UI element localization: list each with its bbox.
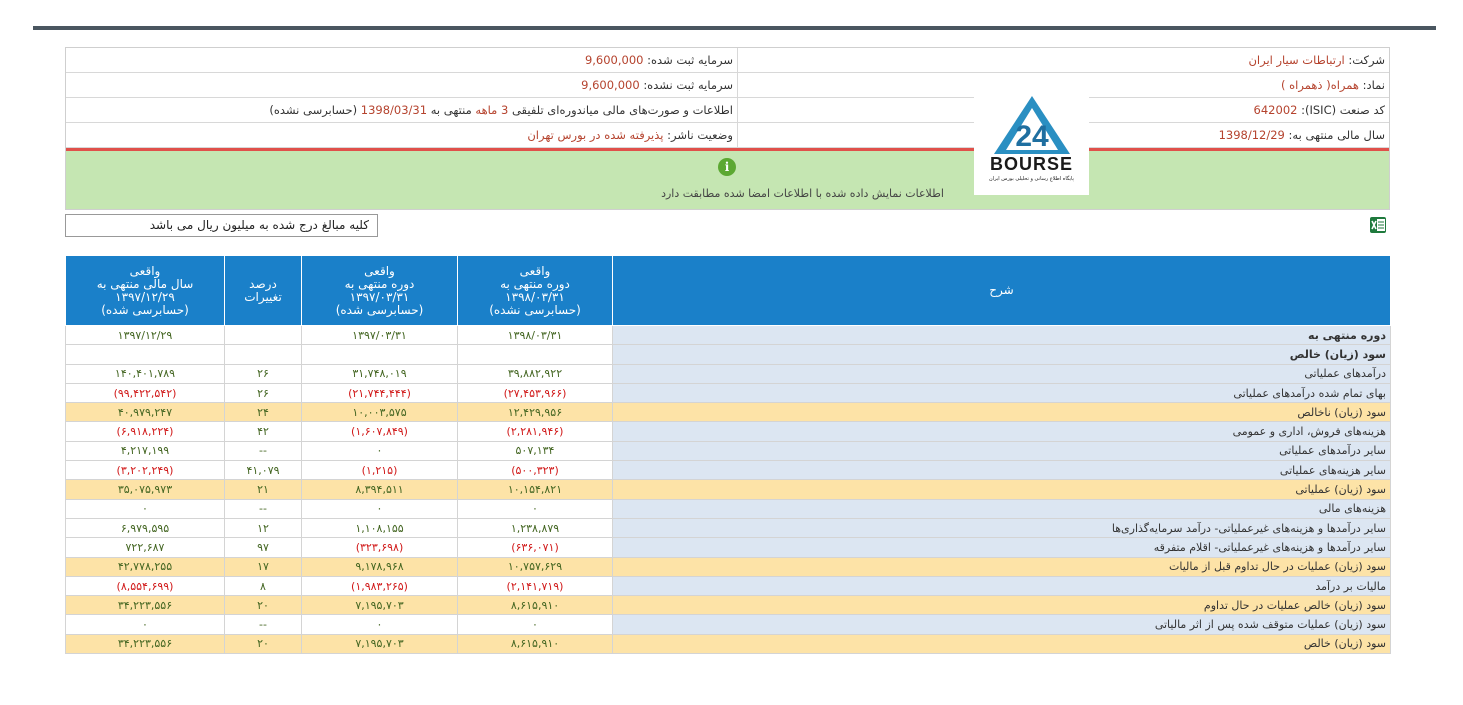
table-row (66, 383, 1391, 402)
report-suffix: (حسابرسی نشده) (269, 103, 358, 117)
report-title-cell (66, 98, 737, 122)
info-icon: i (718, 158, 736, 176)
row-description: سایر هزینه‌های عملیاتی (613, 461, 1391, 480)
row-percent-change: ۴۱,۰۷۹ (225, 461, 302, 480)
unregistered-capital-cell (66, 73, 737, 97)
row-value-1397: (۳۲۳,۶۹۸) (302, 538, 458, 557)
row-percent-change: ۲۶ (225, 383, 302, 402)
registered-capital-label: سرمایه ثبت شده: (647, 53, 733, 67)
row-description: سود (زیان) ناخالص (613, 403, 1391, 422)
row-value-1397: ۷,۱۹۵,۷۰۳ (302, 596, 458, 615)
row-value-1397: (۱,۹۸۳,۲۶۵) (302, 576, 458, 595)
row-percent-change: ۹۷ (225, 538, 302, 557)
table-row (66, 615, 1391, 634)
info-row-company (66, 48, 1389, 73)
info-row-fiscal (66, 123, 1389, 148)
row-percent-change (225, 345, 302, 364)
table-row (66, 403, 1391, 422)
row-value-fiscal-1397: ۳۴,۲۲۳,۵۵۶ (66, 634, 225, 653)
symbol-value[interactable]: همراه( ذهمراه ) (1281, 78, 1359, 92)
row-value-1398: ۱۰,۱۵۴,۸۲۱ (458, 480, 613, 499)
row-percent-change: ۲۰ (225, 634, 302, 653)
logo-subtitle: پایگاه اطلاع رسانی و تحلیلی بورس ایران (989, 176, 1074, 182)
table-row (66, 364, 1391, 383)
row-description: سایر درآمدهای عملیاتی (613, 441, 1391, 460)
table-row (66, 326, 1391, 345)
row-value-1397: ۱۰,۰۰۳,۵۷۵ (302, 403, 458, 422)
row-value-fiscal-1397: ۴,۲۱۷,۱۹۹ (66, 441, 225, 460)
row-value-fiscal-1397: (۹۹,۴۲۲,۵۴۲) (66, 383, 225, 402)
info-row-symbol (66, 73, 1389, 98)
row-percent-change: ۲۶ (225, 364, 302, 383)
row-percent-change (225, 326, 302, 345)
row-percent-change: -- (225, 499, 302, 518)
row-value-1397 (302, 345, 458, 364)
header-percent-change: درصد تغییرات (225, 256, 302, 326)
row-percent-change: ۱۷ (225, 557, 302, 576)
company-value[interactable]: ارتباطات سیار ایران (1248, 53, 1345, 67)
row-value-1398: ۰ (458, 615, 613, 634)
table-row (66, 634, 1391, 653)
row-value-1397: ۹,۱۷۸,۹۶۸ (302, 557, 458, 576)
row-value-fiscal-1397: ۰ (66, 615, 225, 634)
table-row (66, 441, 1391, 460)
publisher-status-cell (66, 123, 737, 147)
row-description: سایر درآمدها و هزینه‌های غیرعملیاتی- اقلام متفرقه (613, 538, 1391, 557)
row-value-1398: ۸,۶۱۵,۹۱۰ (458, 596, 613, 615)
row-value-1398: ۰ (458, 499, 613, 518)
unit-note: کلیه مبالغ درج شده به میلیون ریال می باشد (65, 214, 378, 237)
row-value-fiscal-1397: (۸,۵۵۴,۶۹۹) (66, 576, 225, 595)
income-statement-table (65, 255, 1391, 654)
row-value-1398: ۱۰,۷۵۷,۶۲۹ (458, 557, 613, 576)
row-value-1398: (۲,۲۸۱,۹۴۶) (458, 422, 613, 441)
registered-capital-cell (66, 48, 737, 72)
isic-value: 642002 (1253, 103, 1298, 117)
row-percent-change: ۲۰ (225, 596, 302, 615)
row-value-fiscal-1397: ۰ (66, 499, 225, 518)
header-period-1398: واقعی دوره منتهی به ۱۳۹۸/۰۳/۳۱ (حسابرسی نشده) (458, 256, 613, 326)
table-row (66, 596, 1391, 615)
row-percent-change: ۱۲ (225, 518, 302, 537)
row-value-fiscal-1397: ۱۴۰,۴۰۱,۷۸۹ (66, 364, 225, 383)
isic-label: کد صنعت (ISIC): (1301, 103, 1385, 117)
header-fiscal-year-1397: واقعی سال مالی منتهی به ۱۳۹۷/۱۲/۲۹ (حسابرسی شده) (66, 256, 225, 326)
bourse24-mark-icon (992, 94, 1072, 156)
publisher-status-label: وضعیت ناشر: (667, 128, 733, 142)
table-row (66, 557, 1391, 576)
company-cell (737, 48, 1389, 72)
excel-export-icon[interactable] (1369, 216, 1387, 234)
table-row (66, 422, 1391, 441)
report-months: 3 ماهه (475, 103, 509, 117)
symbol-label: نماد: (1362, 78, 1385, 92)
row-value-1397: (۲۱,۷۴۴,۴۴۴) (302, 383, 458, 402)
row-description: سایر درآمدها و هزینه‌های غیرعملیاتی- درآمد سرمایه‌گذاری‌ها (613, 518, 1391, 537)
row-description: دوره منتهی به (613, 326, 1391, 345)
row-value-1397: ۳۱,۷۴۸,۰۱۹ (302, 364, 458, 383)
header-period-1397: واقعی دوره منتهی به ۱۳۹۷/۰۳/۳۱ (حسابرسی شده) (302, 256, 458, 326)
row-value-1398: ۳۹,۸۸۲,۹۲۲ (458, 364, 613, 383)
row-value-1398: ۵۰۷,۱۳۴ (458, 441, 613, 460)
fiscal-value: 1398/12/29 (1218, 128, 1285, 142)
svg-text:24: 24 (1014, 120, 1049, 153)
table-row (66, 461, 1391, 480)
row-value-fiscal-1397: ۴۰,۹۷۹,۲۴۷ (66, 403, 225, 422)
row-value-fiscal-1397: ۱۳۹۷/۱۲/۲۹ (66, 326, 225, 345)
row-value-1397: (۱,۶۰۷,۸۴۹) (302, 422, 458, 441)
top-divider (33, 26, 1436, 30)
unregistered-capital-label: سرمایه ثبت نشده: (643, 78, 733, 92)
row-value-1398: ۸,۶۱۵,۹۱۰ (458, 634, 613, 653)
bourse24-logo[interactable] (974, 81, 1089, 195)
row-value-1398: (۶۳۶,۰۷۱) (458, 538, 613, 557)
row-value-1397: ۰ (302, 441, 458, 460)
table-row (66, 518, 1391, 537)
row-value-1397: ۰ (302, 499, 458, 518)
unregistered-capital-value: 9,600,000 (581, 78, 640, 92)
row-description: بهای تمام شده درآمدهای عملیاتی (613, 383, 1391, 402)
row-value-1398: ۱,۲۳۸,۸۷۹ (458, 518, 613, 537)
row-percent-change: ۴۲ (225, 422, 302, 441)
company-label: شرکت: (1348, 53, 1385, 67)
verification-notice (66, 148, 1389, 209)
info-row-isic (66, 98, 1389, 123)
table-row (66, 499, 1391, 518)
row-percent-change: ۲۱ (225, 480, 302, 499)
row-value-1398 (458, 345, 613, 364)
header-description: شرح (613, 256, 1391, 326)
row-value-fiscal-1397: (۳,۲۰۲,۲۴۹) (66, 461, 225, 480)
report-prefix: اطلاعات و صورت‌های مالی میاندوره‌ای تلفیقی (511, 103, 733, 117)
row-description: سود (زیان) خالص (613, 634, 1391, 653)
row-percent-change: ۲۴ (225, 403, 302, 422)
row-value-1398: (۲۷,۴۵۳,۹۶۶) (458, 383, 613, 402)
row-value-1397: ۱۳۹۷/۰۳/۳۱ (302, 326, 458, 345)
table-row (66, 576, 1391, 595)
row-description: سود (زیان) خالص عملیات در حال تداوم (613, 596, 1391, 615)
row-value-1397: ۰ (302, 615, 458, 634)
row-description: هزینه‌های فروش، اداری و عمومی (613, 422, 1391, 441)
row-value-1397: ۸,۳۹۴,۵۱۱ (302, 480, 458, 499)
row-value-1398: (۲,۱۴۱,۷۱۹) (458, 576, 613, 595)
row-description: درآمدهای عملیاتی (613, 364, 1391, 383)
table-row (66, 345, 1391, 364)
row-description: سود (زیان) عملیات در حال تداوم قبل از مالیات (613, 557, 1391, 576)
row-percent-change: -- (225, 441, 302, 460)
row-value-fiscal-1397: ۳۴,۲۲۳,۵۵۶ (66, 596, 225, 615)
row-value-1398: (۵۰۰,۳۲۳) (458, 461, 613, 480)
company-info-panel (65, 47, 1390, 210)
registered-capital-value: 9,600,000 (584, 53, 644, 67)
row-description: سود (زیان) عملیاتی (613, 480, 1391, 499)
fiscal-label: سال مالی منتهی به: (1288, 128, 1385, 142)
row-value-1397: ۱,۱۰۸,۱۵۵ (302, 518, 458, 537)
table-header-row (66, 256, 1391, 326)
report-date: 1398/03/31 (360, 103, 428, 117)
logo-text: BOURSE (989, 154, 1073, 174)
report-mid: منتهی به (430, 103, 472, 117)
row-description: هزینه‌های مالی (613, 499, 1391, 518)
notice-text: اطلاعات نمایش داده شده با اطلاعات امضا شده مطابقت دارد (661, 187, 944, 200)
row-value-fiscal-1397: ۶,۹۷۹,۵۹۵ (66, 518, 225, 537)
row-value-1397: (۱,۲۱۵) (302, 461, 458, 480)
table-row (66, 480, 1391, 499)
row-value-fiscal-1397: (۶,۹۱۸,۲۲۴) (66, 422, 225, 441)
row-percent-change: ۸ (225, 576, 302, 595)
row-description: سود (زیان) عملیات متوقف شده پس از اثر مالیاتی (613, 615, 1391, 634)
row-description: مالیات بر درآمد (613, 576, 1391, 595)
row-value-1398: ۱۲,۴۲۹,۹۵۶ (458, 403, 613, 422)
publisher-status-value: پذیرفته شده در بورس تهران (527, 128, 664, 142)
row-value-fiscal-1397 (66, 345, 225, 364)
row-percent-change: -- (225, 615, 302, 634)
row-value-1397: ۷,۱۹۵,۷۰۳ (302, 634, 458, 653)
table-row (66, 538, 1391, 557)
row-value-fiscal-1397: ۴۲,۷۷۸,۲۵۵ (66, 557, 225, 576)
row-value-fiscal-1397: ۳۵,۰۷۵,۹۷۳ (66, 480, 225, 499)
row-description: سود (زیان) خالص (613, 345, 1391, 364)
row-value-1398: ۱۳۹۸/۰۳/۳۱ (458, 326, 613, 345)
row-value-fiscal-1397: ۷۲۲,۶۸۷ (66, 538, 225, 557)
